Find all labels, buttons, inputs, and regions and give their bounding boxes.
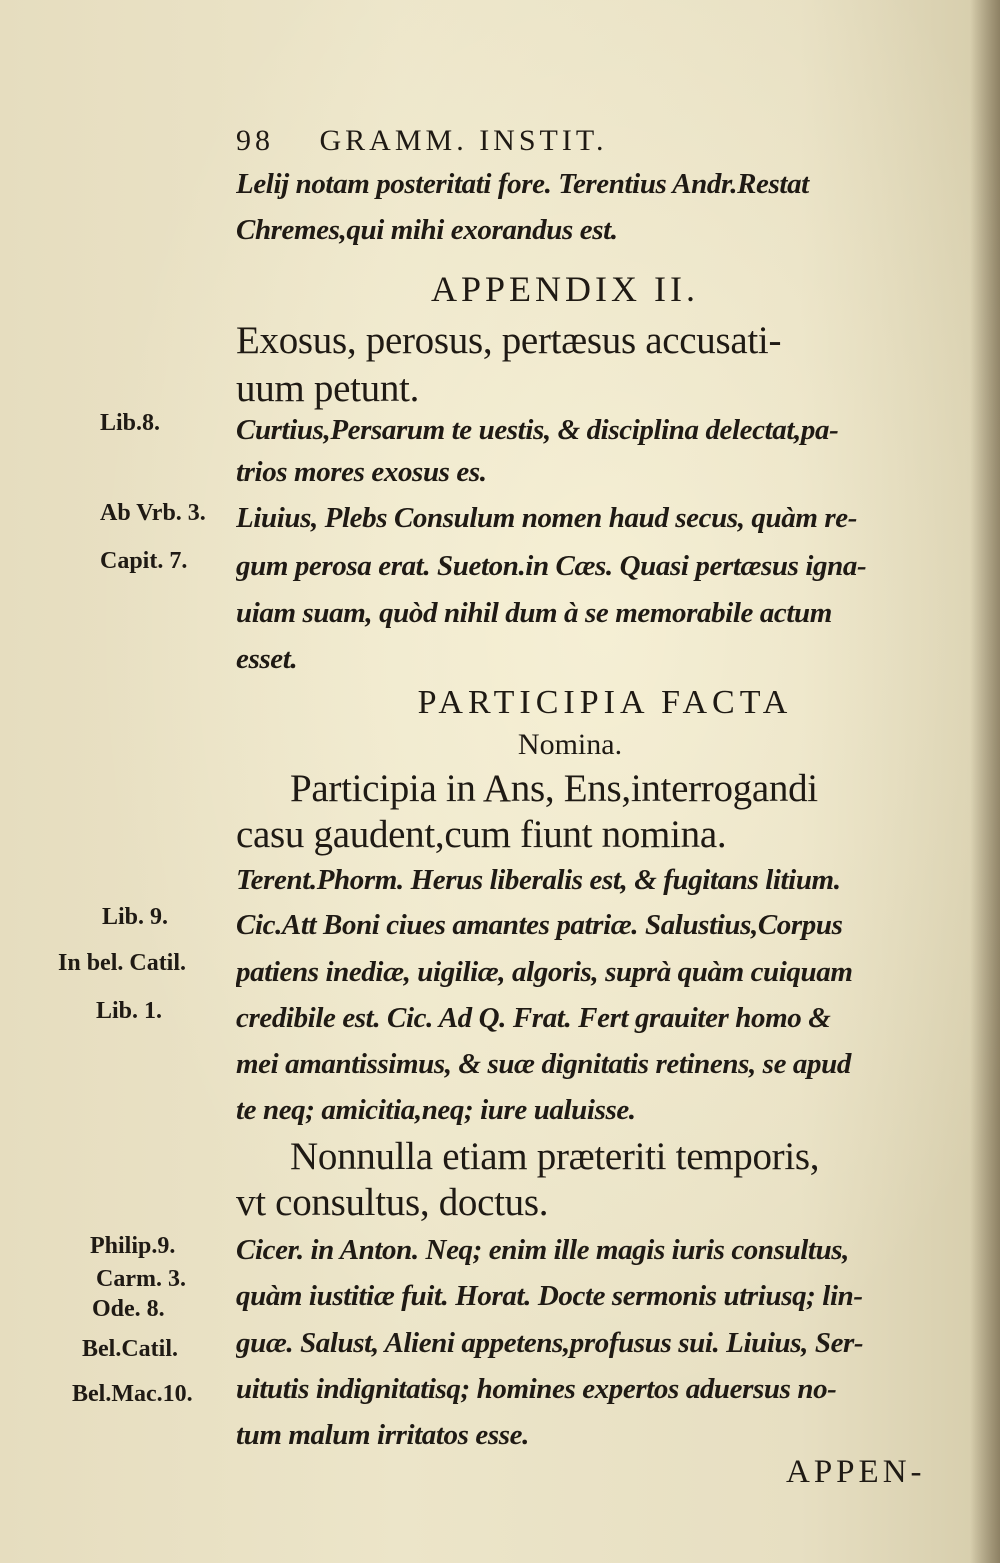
page-edge-shadow: [970, 0, 1000, 1563]
margin-note: Bel.Mac.10.: [72, 1381, 193, 1407]
text-line: uitutis indignitatisq; homines expertos aduersus no-: [236, 1373, 837, 1405]
margin-note: In bel. Catil.: [58, 950, 187, 976]
text-line: credibile est. Cic. Ad Q. Frat. Fert grauiter homo &: [236, 1002, 831, 1034]
text-line: Chremes,qui mihi exorandus est.: [236, 214, 618, 246]
rule-line: Participia in Ans, Ens,interrogandi: [290, 767, 818, 810]
margin-note: Carm. 3.: [96, 1266, 186, 1292]
text-line: esset.: [236, 643, 298, 675]
margin-note: Capit. 7.: [100, 548, 188, 574]
page-number: 98: [236, 124, 274, 157]
rule-line: casu gaudent,cum fiunt nomina.: [236, 813, 727, 856]
running-header: [236, 124, 607, 158]
text-line: Cicer. in Anton. Neq; enim ille magis iuris consultus,: [236, 1234, 850, 1266]
participia-heading: PARTICIPIA FACTA: [417, 684, 793, 721]
margin-note: Lib. 1.: [96, 998, 163, 1024]
rule-line: vt consultus, doctus.: [236, 1181, 549, 1224]
text-line: Lelij notam posteritati fore. Terentius Andr.Restat: [236, 168, 809, 200]
text-line: mei amantissimus, & suæ dignitatis retinens, se apud: [236, 1048, 851, 1080]
text-line: uiam suam, quòd nihil dum à se memorabile actum: [236, 597, 832, 629]
appendix-heading: APPENDIX II.: [431, 269, 699, 309]
text-line: Cic.Att Boni ciues amantes patriæ. Salustius,Corpus: [236, 909, 843, 941]
text-line: patiens inediæ, uigiliæ, algoris, suprà quàm cuiquam: [236, 956, 853, 988]
text-line: quàm iustitiæ fuit. Horat. Docte sermonis utriusq; lin-: [236, 1280, 863, 1312]
rule-line: Exosus, perosus, pertæsus accusati-: [236, 319, 782, 362]
text-line: tum malum irritatos esse.: [236, 1419, 529, 1451]
text-line: gum perosa erat. Sueton.in Cæs. Quasi pertæsus igna-: [236, 550, 867, 582]
text-line: Liuius, Plebs Consulum nomen haud secus, quàm re-: [236, 502, 857, 534]
running-title: GRAMM. INSTIT.: [319, 124, 608, 157]
text-line: trios mores exosus es.: [236, 456, 487, 488]
text-line: te neq; amicitia,neq; iure ualuisse.: [236, 1094, 636, 1126]
margin-note: Ab Vrb. 3.: [100, 500, 206, 526]
nomina-heading: Nomina.: [517, 728, 623, 761]
margin-note: Ode. 8.: [92, 1296, 165, 1322]
margin-note: Bel.Catil.: [82, 1336, 178, 1362]
text-line: guæ. Salust, Alieni appetens,profusus sui. Liuius, Ser-: [236, 1327, 864, 1359]
catchword: APPEN-: [786, 1454, 926, 1490]
margin-note: Lib. 9.: [102, 904, 169, 930]
margin-note: Philip.9.: [90, 1233, 176, 1259]
rule-line: uum petunt.: [236, 367, 420, 410]
text-line: Terent.Phorm. Herus liberalis est, & fugitans litium.: [236, 864, 841, 896]
margin-note: Lib.8.: [100, 410, 161, 436]
text-line: Curtius,Persarum te uestis, & disciplina delectat,pa-: [236, 414, 839, 446]
rule-line: Nonnulla etiam præteriti temporis,: [290, 1135, 820, 1178]
